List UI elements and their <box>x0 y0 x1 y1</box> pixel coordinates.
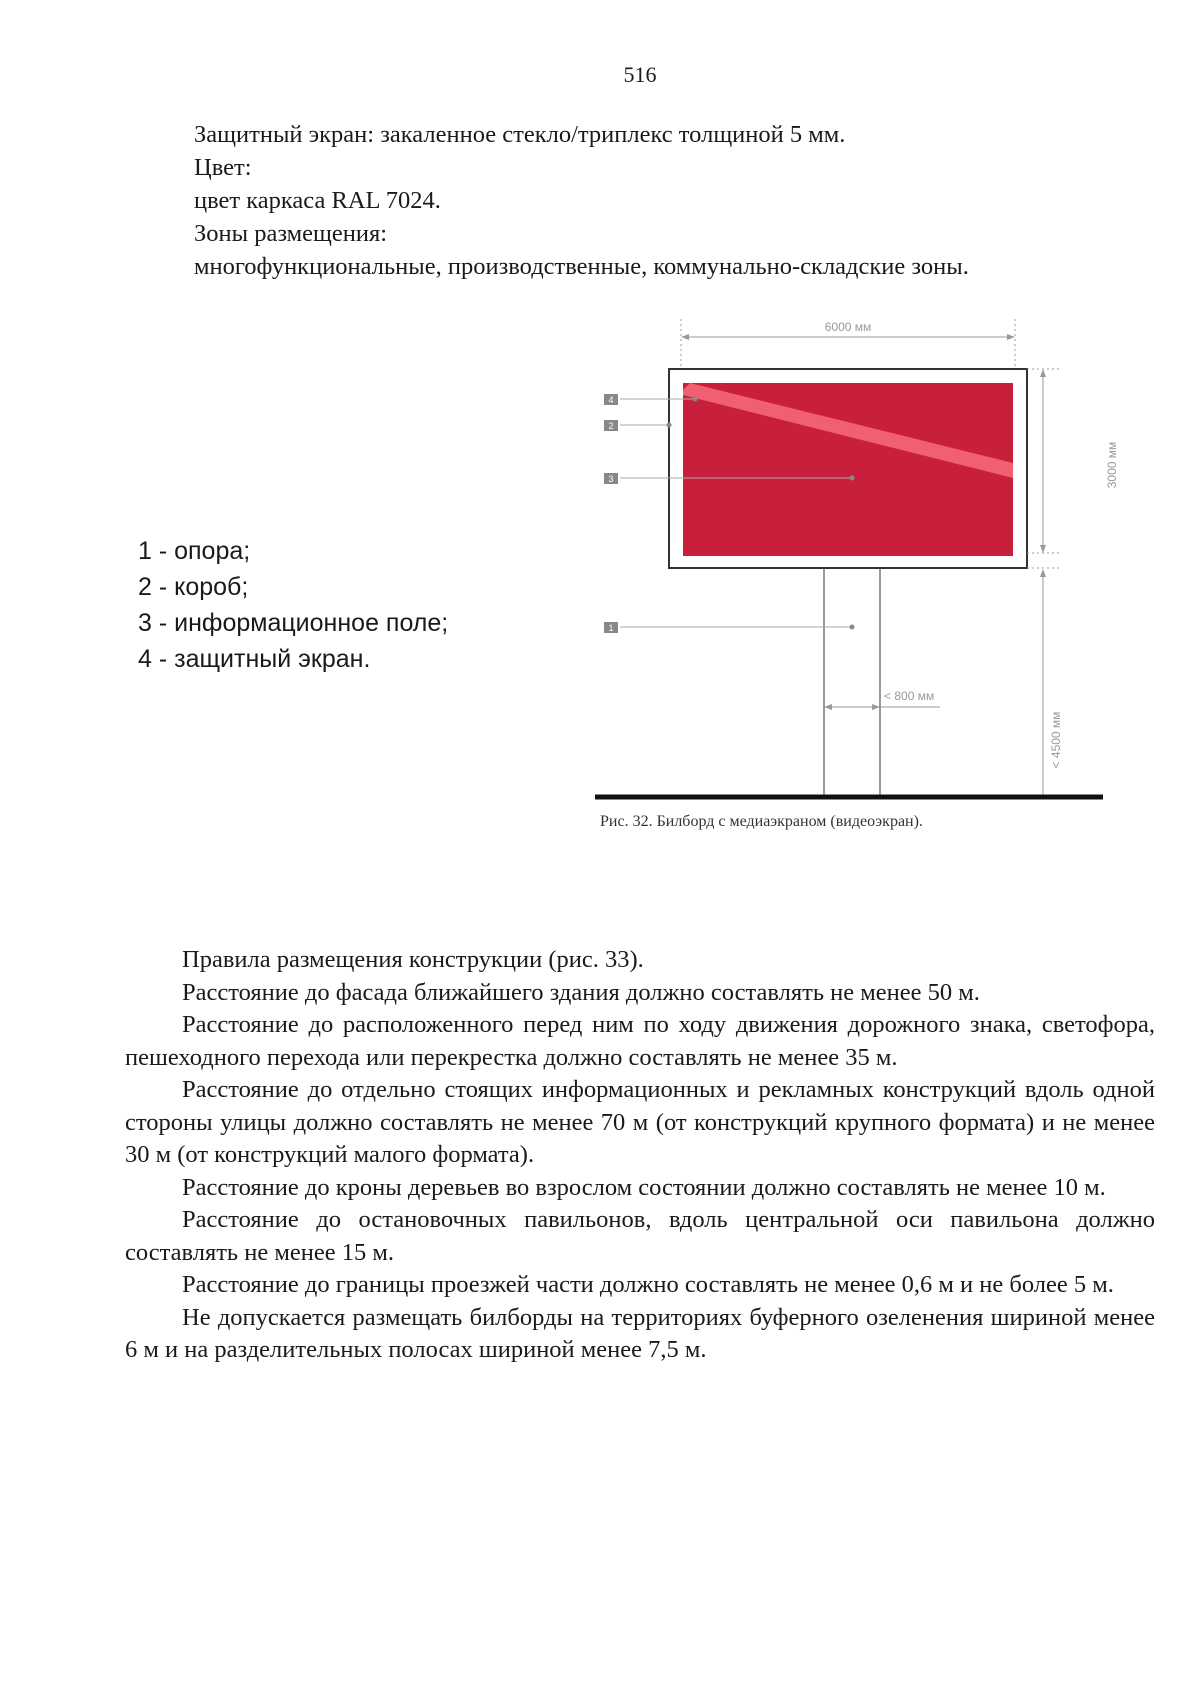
callout-2 <box>604 420 672 431</box>
billboard-diagram <box>580 315 1120 805</box>
page-number: 516 <box>623 62 657 87</box>
legend-item-protective-screen: 4 - защитный экран. <box>138 645 371 673</box>
paragraph: Не допускается размещать билборды на территориях буферного озеленения шириной менее 6 м и на разделительных полосах шириной менее 7,5 м. <box>125 1303 1155 1363</box>
svg-text:1: 1 <box>608 623 614 633</box>
info-field-screen <box>683 383 1013 556</box>
height-dimension <box>1027 369 1060 553</box>
legend-item-box: 2 - короб; <box>138 573 249 601</box>
legend-item-support: 1 - опора; <box>138 537 251 565</box>
svg-text:3: 3 <box>608 474 614 484</box>
svg-text:2: 2 <box>608 421 614 431</box>
height-dimension-label: 3000 мм <box>1105 441 1119 489</box>
figure-legend <box>138 533 448 677</box>
spec-line: Цвет: <box>194 154 252 181</box>
paragraph: Расстояние до фасада ближайшего здания должно составлять не менее 50 м. <box>182 978 980 1006</box>
width-dimension-label: 6000 мм <box>824 320 872 334</box>
legend-item-info-field: 3 - информационное поле; <box>138 609 449 637</box>
spec-line: цвет каркаса RAL 7024. <box>194 187 441 214</box>
paragraph: Расстояние до расположенного перед ним по ходу движения дорожного знака, светофора, пешеходного перехода или перекрестка должно составлять не менее 35 м. <box>125 1011 1155 1071</box>
pole-width-dimension <box>824 704 940 710</box>
paragraph: Правила размещения конструкции (рис. 33). <box>182 946 644 973</box>
paragraph: Расстояние до границы проезжей части должно составлять не менее 0,6 м и не более 5 м. <box>182 1271 1114 1298</box>
pole-width-label: < 800 мм <box>884 689 935 703</box>
paragraph: Расстояние до отдельно стоящих информационных и рекламных конструкций вдоль одной стороны улицы должно составлять не менее 70 м (от конструкций крупного формата) и не менее 30 м (от конструкций малого формата). <box>125 1076 1155 1168</box>
pole-height-label: < 4500 мм <box>1049 711 1063 769</box>
paragraph: Расстояние до остановочных павильонов, вдоль центральной оси павильона должно составлять не менее 15 м. <box>125 1206 1155 1266</box>
paragraph: Расстояние до кроны деревьев во взрослом состоянии должно составлять не менее 10 м. <box>182 1173 1106 1201</box>
callout-1 <box>604 622 855 633</box>
spec-line: многофункциональные, производственные, коммунально-складские зоны. <box>194 253 969 280</box>
spec-line: Зоны размещения: <box>194 220 388 247</box>
spec-line: Защитный экран: закаленное стекло/триплекс толщиной 5 мм. <box>194 121 846 148</box>
support-pole <box>824 568 880 797</box>
placement-rules <box>125 944 1155 1367</box>
svg-text:4: 4 <box>608 395 614 405</box>
figure-caption: Рис. 32. Билборд с медиаэкраном (видеоэкран). <box>600 813 923 830</box>
specification-block <box>194 118 969 283</box>
